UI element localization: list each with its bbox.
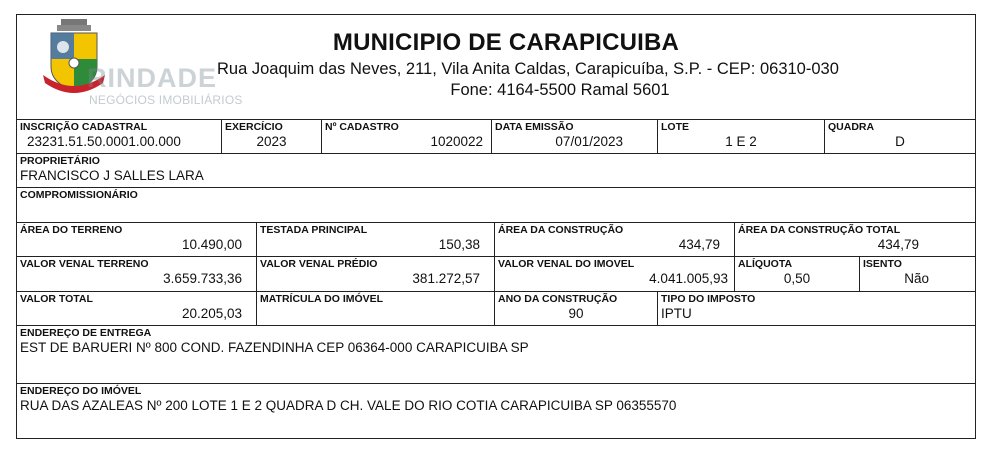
field-value: 2023 (256, 134, 287, 149)
field-testada (257, 222, 495, 256)
field-isento (860, 256, 975, 291)
field-quadra (825, 119, 975, 153)
field-label: PROPRIETÁRIO (20, 155, 100, 167)
row-endereco-imovel (17, 383, 975, 438)
field-tipo-imposto (658, 291, 975, 325)
field-value: 0,50 (783, 271, 811, 286)
field-value: Não (904, 271, 929, 286)
field-label: VALOR TOTAL (20, 293, 93, 305)
field-value: 20.205,03 (181, 306, 242, 321)
field-label: ALÍQUOTA (738, 258, 793, 270)
field-label: VALOR VENAL DO IMOVEL (498, 258, 635, 270)
field-area-terreno (17, 222, 257, 256)
field-label: TIPO DO IMPOSTO (661, 293, 756, 305)
field-label: EXERCÍCIO (225, 121, 283, 133)
watermark-subtitle: NEGÓCIOS IMOBILIÁRIOS (89, 93, 243, 107)
field-data-emissao (492, 119, 658, 153)
field-value: 434,79 (678, 237, 720, 252)
field-value: 434,79 (877, 237, 919, 252)
field-label: TESTADA PRINCIPAL (260, 224, 368, 236)
municipal-address: Rua Joaquim das Neves, 211, Vila Anita Caldas, Carapicuíba, S.P. - CEP: 06310-030 (217, 60, 839, 78)
field-value: IPTU (661, 306, 692, 321)
field-label: ÁREA DO TERRENO (20, 224, 123, 236)
row-compromissario (17, 187, 975, 223)
field-valor-venal-terreno (17, 256, 257, 291)
field-value: 07/01/2023 (555, 134, 623, 149)
field-exercicio (222, 119, 322, 153)
field-area-construcao (495, 222, 735, 256)
document-header (17, 15, 975, 120)
row-identification (17, 119, 975, 154)
field-label: VALOR VENAL PRÉDIO (260, 258, 378, 270)
field-label: ENDEREÇO DE ENTREGA (20, 327, 152, 339)
field-label: LOTE (661, 121, 689, 133)
field-valor-venal-predio (257, 256, 495, 291)
field-label: INSCRIÇÃO CADASTRAL (20, 121, 148, 133)
field-value: 90 (568, 306, 584, 321)
field-value: 150,38 (438, 237, 480, 252)
field-ano-construcao (495, 291, 658, 325)
field-value: 1020022 (430, 134, 483, 149)
row-valores-venais (17, 256, 975, 292)
field-value: RUA DAS AZALEAS Nº 200 LOTE 1 E 2 QUADRA D CH. VALE DO RIO COTIA CARAPICUIBA SP 06355570 (20, 398, 677, 413)
row-valor-total (17, 291, 975, 326)
field-value: 4.041.005,93 (649, 271, 728, 286)
field-value: 381.272,57 (412, 271, 480, 286)
field-endereco-entrega (17, 325, 975, 383)
watermark-brand: RINDADE (87, 63, 218, 93)
field-value: FRANCISCO J SALLES LARA (20, 168, 204, 183)
row-areas (17, 222, 975, 257)
field-label: MATRÍCULA DO IMÓVEL (260, 293, 384, 305)
field-label: VALOR VENAL TERRENO (20, 258, 149, 270)
field-matricula (257, 291, 495, 325)
field-label: DATA EMISSÃO (495, 121, 574, 133)
field-label: ISENTO (863, 258, 902, 270)
field-value: D (895, 134, 905, 149)
field-label: QUADRA (828, 121, 875, 133)
field-aliquota (735, 256, 860, 291)
field-endereco-imovel (17, 383, 975, 438)
field-label: ÁREA DA CONSTRUÇÃO (498, 224, 624, 236)
field-label: ENDEREÇO DO IMÓVEL (20, 385, 142, 397)
field-value: 1 E 2 (725, 134, 757, 149)
field-value: 10.490,00 (181, 237, 242, 252)
field-inscricao (17, 119, 222, 153)
field-label: COMPROMISSIONÁRIO (20, 189, 138, 201)
field-label: ÁREA DA CONSTRUÇÃO TOTAL (738, 224, 901, 236)
field-lote (658, 119, 825, 153)
field-label: ANO DA CONSTRUÇÃO (498, 293, 618, 305)
field-cadastro (322, 119, 492, 153)
row-proprietario (17, 153, 975, 188)
field-valor-venal-imovel (495, 256, 735, 291)
municipal-phone: Fone: 4164-5500 Ramal 5601 (450, 81, 670, 99)
row-endereco-entrega (17, 325, 975, 384)
tax-document (16, 14, 976, 439)
field-value: 23231.51.50.0001.00.000 (27, 134, 181, 149)
field-value: 3.659.733,36 (163, 271, 242, 286)
field-compromissario (17, 187, 975, 222)
field-value: EST DE BARUERI Nº 800 COND. FAZENDINHA CEP 06364-000 CARAPICUIBA SP (20, 340, 529, 355)
document-title: MUNICIPIO DE CARAPICUIBA (332, 29, 680, 56)
field-proprietario (17, 153, 975, 187)
field-area-construcao-total (735, 222, 975, 256)
field-label: Nº CADASTRO (325, 121, 399, 133)
field-valor-total (17, 291, 257, 325)
